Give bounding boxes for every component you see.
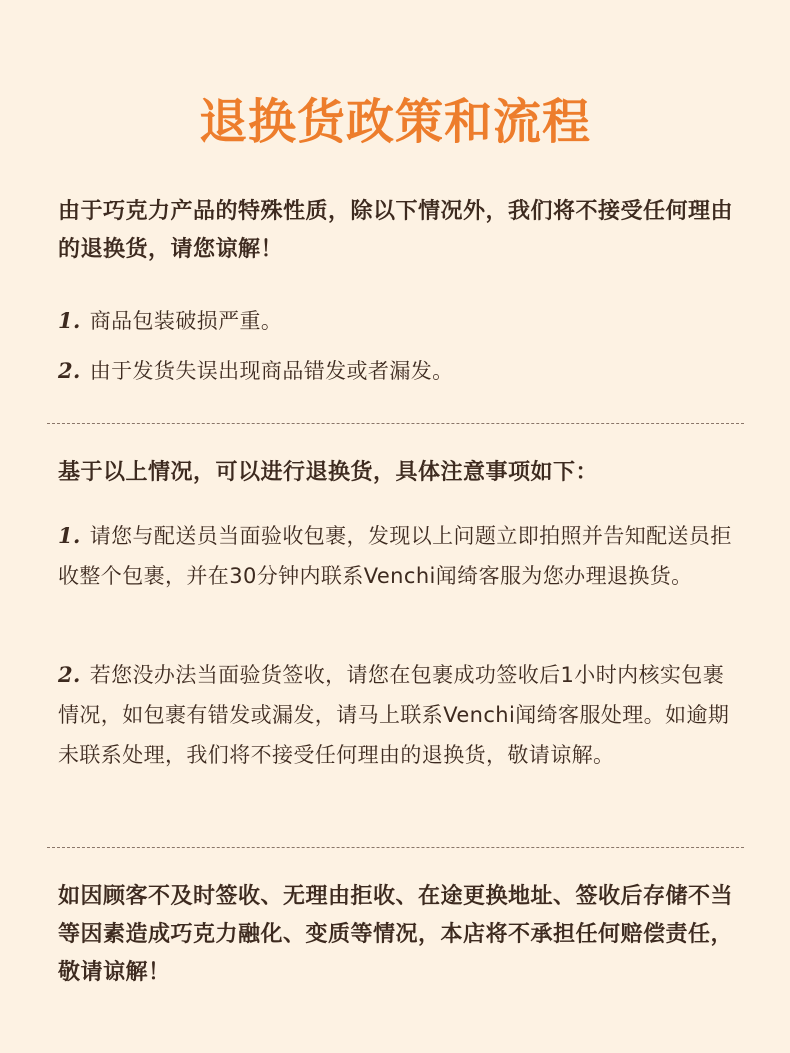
exception-item-1 <box>58 301 738 341</box>
procedure-item-1 <box>58 516 738 596</box>
procedure-text-2: 若您没办法当面验货签收，请您在包裹成功签收后1小时内核实包裹情况，如包裹有错发或漏发，请马上联系Venchi闻绮客服处理。如逾期未联系处理，我们将不接受任何理由的退换货，敬请谅解。 <box>58 663 730 767</box>
procedure-text-1: 请您与配送员当面验收包裹，发现以上问题立即拍照并告知配送员拒收整个包裹，并在30分钟内联系Venchi闻绮客服为您办理退换货。 <box>58 524 732 588</box>
procedure-number-2: 2. <box>58 662 81 687</box>
section-divider-2 <box>47 847 744 848</box>
procedure-heading: 基于以上情况，可以进行退换货，具体注意事项如下： <box>58 460 599 485</box>
section-divider-1 <box>47 423 744 424</box>
intro-paragraph: 由于巧克力产品的特殊性质，除以下情况外，我们将不接受任何理由的退换货，请您谅解！ <box>58 199 734 262</box>
procedure-number-1: 1. <box>58 523 81 548</box>
exception-number-2: 2. <box>58 358 81 383</box>
procedure-item-2 <box>58 655 738 775</box>
closing-paragraph: 如因顾客不及时签收、无理由拒收、在途更换地址、签收后存储不当等因素造成巧克力融化、变质等情况，本店将不承担任何赔偿责任，敬请谅解！ <box>58 884 734 985</box>
exception-number-1: 1. <box>58 308 81 333</box>
exception-text-2: 由于发货失误出现商品错发或者漏发。 <box>89 359 454 383</box>
page-title: 退换货政策和流程 <box>198 94 591 150</box>
exception-text-1: 商品包装破损严重。 <box>89 309 283 333</box>
exception-item-2 <box>58 351 738 391</box>
